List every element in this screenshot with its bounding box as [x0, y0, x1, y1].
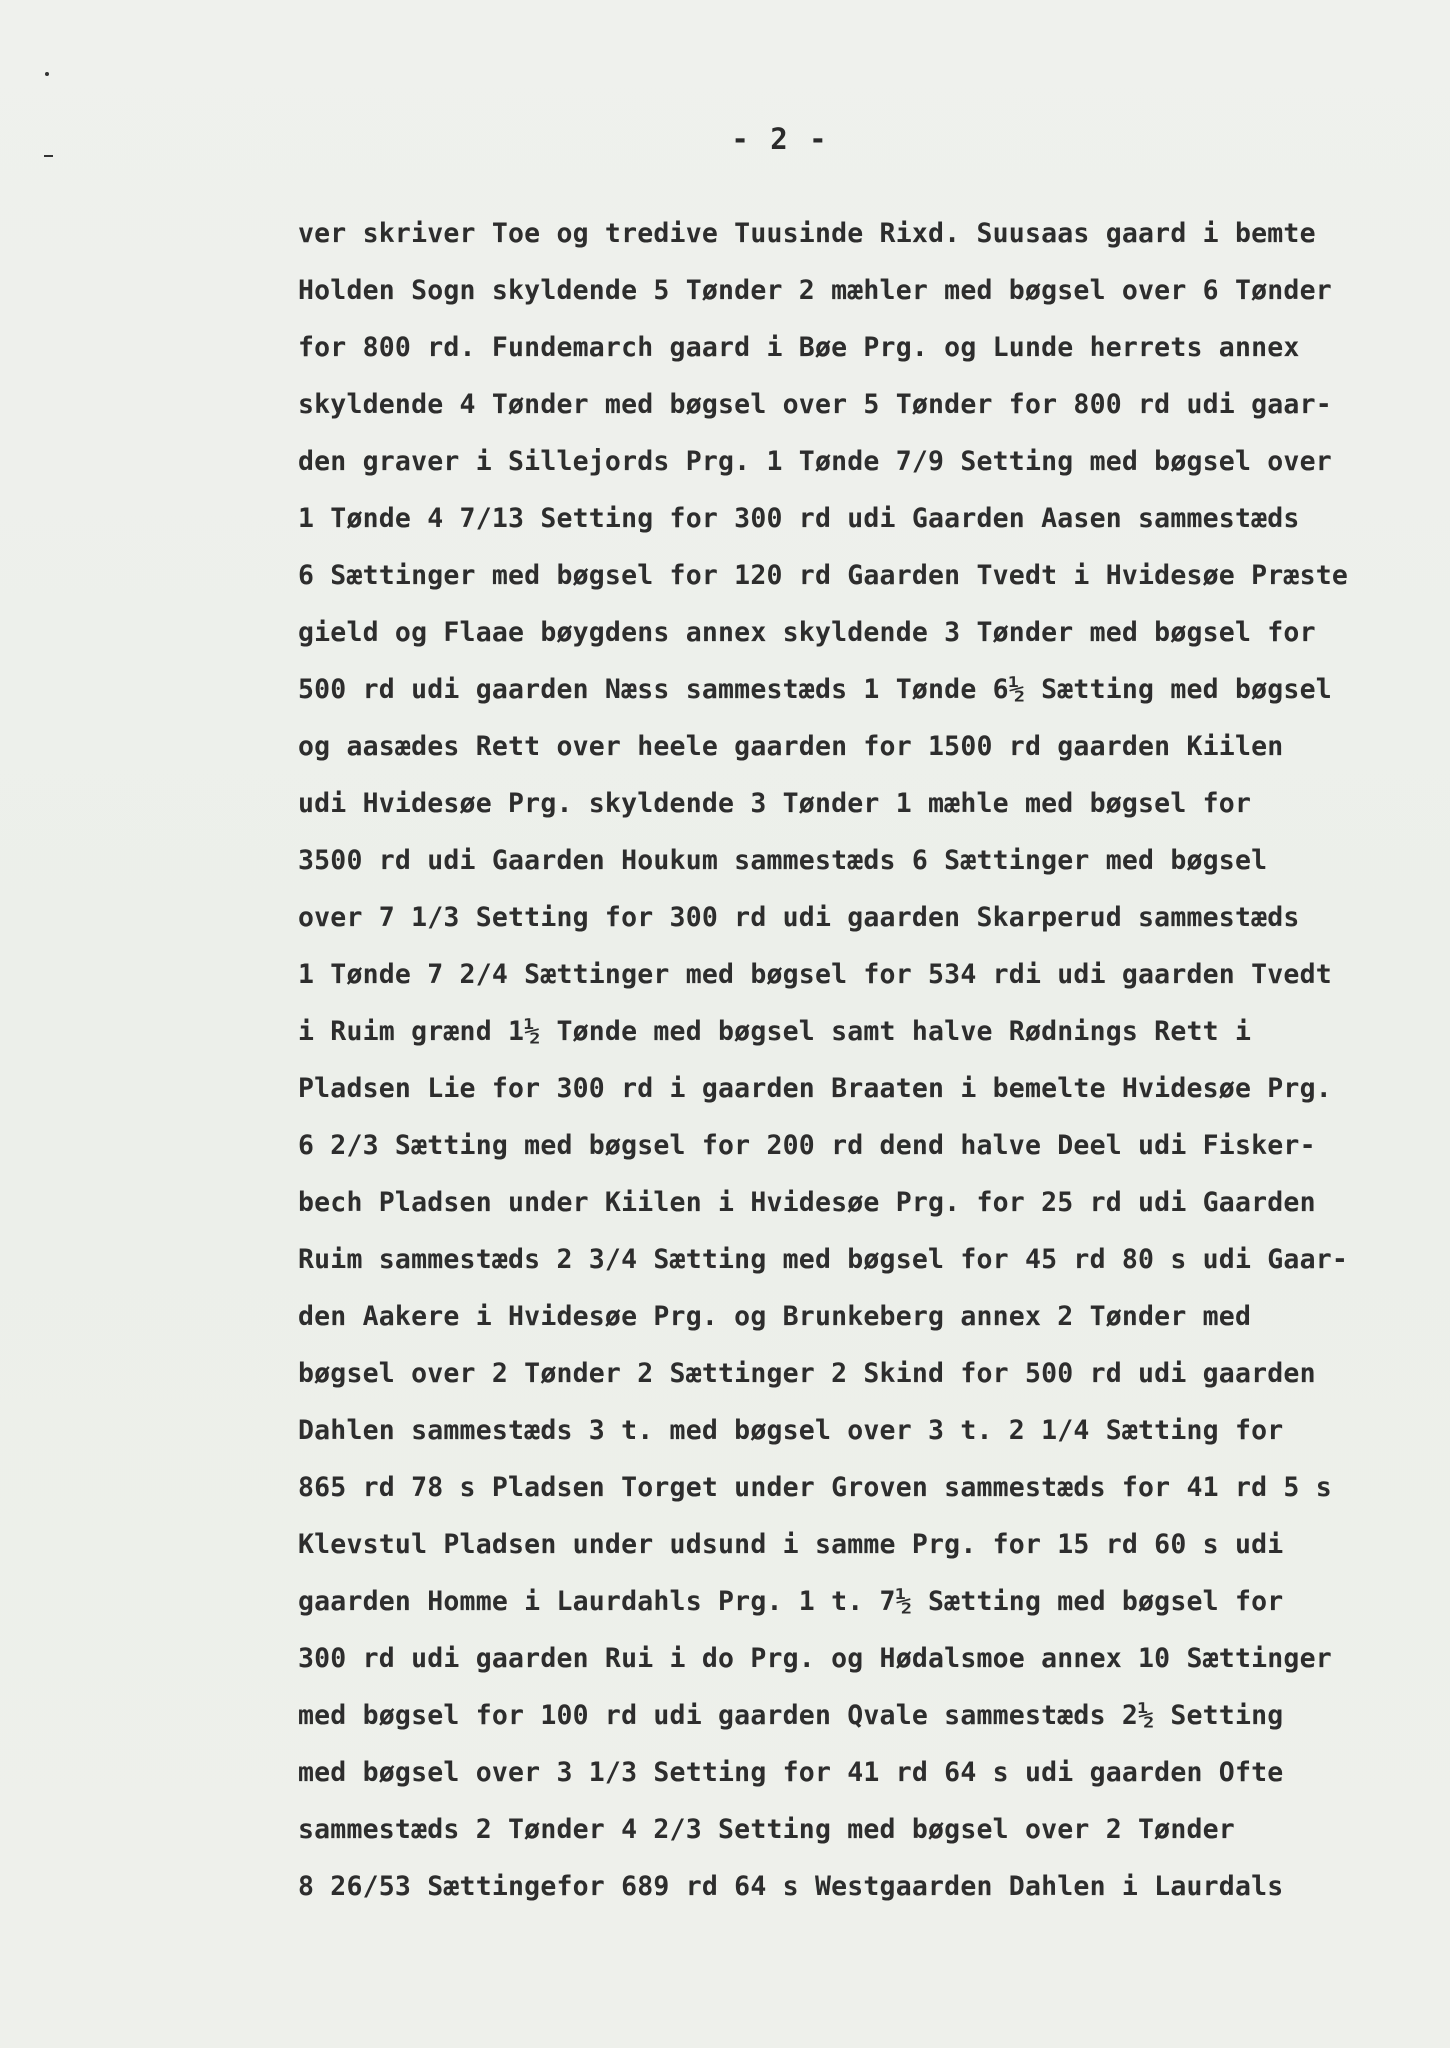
text-line-4: skyldende 4 Tønder med bøgsel over 5 Tønder for 800 rd udi gaar- — [298, 389, 1332, 420]
typed-text-body — [298, 205, 1428, 1915]
text-line-21: bøgsel over 2 Tønder 2 Sættinger 2 Skind for 500 rd udi gaarden — [298, 1358, 1316, 1389]
text-line-19: Ruim sammestæds 2 3/4 Sætting med bøgsel for 45 rd 80 s udi Gaar- — [298, 1244, 1349, 1275]
text-line-23: 865 rd 78 s Pladsen Torget under Groven sammestæds for 41 rd 5 s — [298, 1472, 1332, 1503]
text-line-24: Klevstul Pladsen under udsund i samme Prg. for 15 rd 60 s udi — [298, 1529, 1284, 1560]
text-line-18: bech Pladsen under Kiilen i Hvidesøe Prg. for 25 rd udi Gaarden — [298, 1187, 1316, 1218]
text-line-12: 3500 rd udi Gaarden Houkum sammestæds 6 Sættinger med bøgsel — [298, 845, 1268, 876]
text-line-25: gaarden Homme i Laurdahls Prg. 1 t. 7½ Sætting med bøgsel for — [298, 1586, 1284, 1617]
text-line-6: 1 Tønde 4 7/13 Setting for 300 rd udi Gaarden Aasen sammestæds — [298, 503, 1300, 534]
text-line-27: med bøgsel for 100 rd udi gaarden Qvale sammestæds 2½ Setting — [298, 1700, 1284, 1731]
text-line-13: over 7 1/3 Setting for 300 rd udi gaarden Skarperud sammestæds — [298, 902, 1300, 933]
text-line-7: 6 Sættinger med bøgsel for 120 rd Gaarden Tvedt i Hvidesøe Præste — [298, 560, 1349, 591]
text-line-1: ver skriver Toe og tredive Tuusinde Rixd. Suusaas gaard i bemte — [298, 218, 1316, 249]
text-line-11: udi Hvidesøe Prg. skyldende 3 Tønder 1 mæhle med bøgsel for — [298, 788, 1252, 819]
text-line-17: 6 2/3 Sætting med bøgsel for 200 rd dend halve Deel udi Fisker- — [298, 1130, 1316, 1161]
text-line-30: 8 26/53 Sættingefor 689 rd 64 s Westgaarden Dahlen i Laurdals — [298, 1871, 1284, 1902]
margin-dot-mark — [45, 72, 49, 76]
text-line-15: i Ruim grænd 1½ Tønde med bøgsel samt halve Rødnings Rett i — [298, 1016, 1252, 1047]
text-line-5: den graver i Sillejords Prg. 1 Tønde 7/9 Setting med bøgsel over — [298, 446, 1332, 477]
text-line-3: for 800 rd. Fundemarch gaard i Bøe Prg. og Lunde herrets annex — [298, 332, 1300, 363]
margin-dash-mark — [44, 155, 53, 157]
page-number: - 2 - — [731, 122, 829, 156]
text-line-9: 500 rd udi gaarden Næss sammestæds 1 Tønde 6½ Sætting med bøgsel — [298, 674, 1332, 705]
text-line-2: Holden Sogn skyldende 5 Tønder 2 mæhler med bøgsel over 6 Tønder — [298, 275, 1332, 306]
text-line-28: med bøgsel over 3 1/3 Setting for 41 rd 64 s udi gaarden Ofte — [298, 1757, 1284, 1788]
text-line-8: gield og Flaae bøygdens annex skyldende 3 Tønder med bøgsel for — [298, 617, 1316, 648]
text-line-22: Dahlen sammestæds 3 t. med bøgsel over 3 t. 2 1/4 Sætting for — [298, 1415, 1284, 1446]
text-line-26: 300 rd udi gaarden Rui i do Prg. og Hødalsmoe annex 10 Sættinger — [298, 1643, 1332, 1674]
text-line-29: sammestæds 2 Tønder 4 2/3 Setting med bøgsel over 2 Tønder — [298, 1814, 1235, 1845]
text-line-20: den Aakere i Hvidesøe Prg. og Brunkeberg annex 2 Tønder med — [298, 1301, 1252, 1332]
text-line-16: Pladsen Lie for 300 rd i gaarden Braaten i bemelte Hvidesøe Prg. — [298, 1073, 1332, 1104]
text-line-10: og aasædes Rett over heele gaarden for 1500 rd gaarden Kiilen — [298, 731, 1284, 762]
text-line-14: 1 Tønde 7 2/4 Sættinger med bøgsel for 534 rdi udi gaarden Tvedt — [298, 959, 1332, 990]
